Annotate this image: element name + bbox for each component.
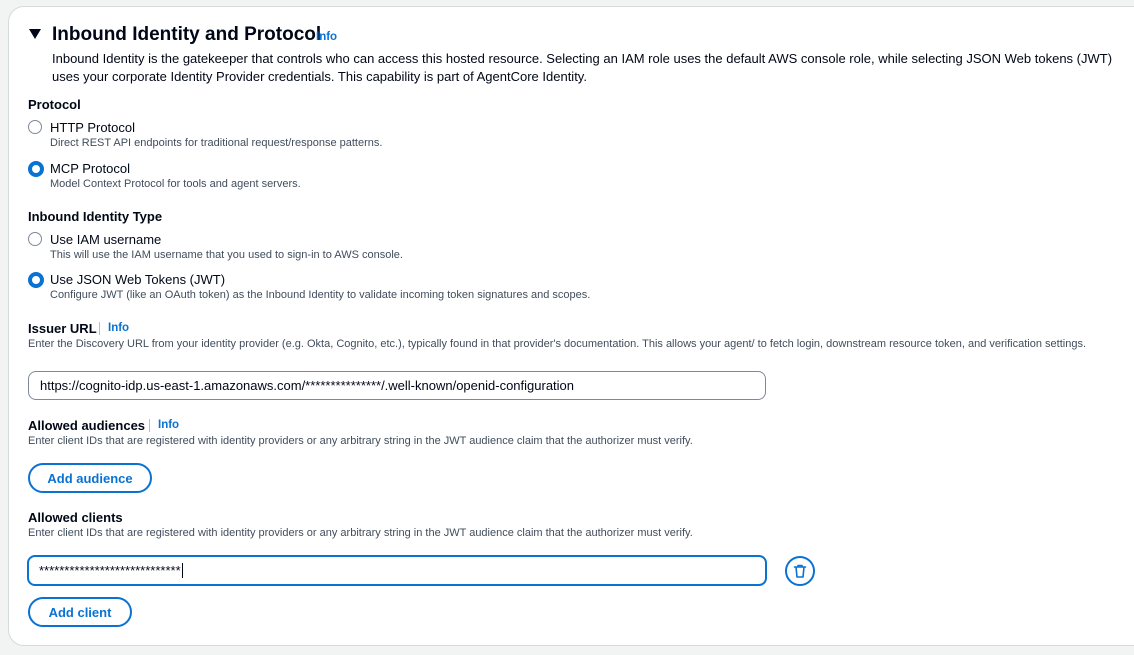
issuer-url-separator: [99, 322, 100, 335]
use-iam-username-label[interactable]: Use IAM username: [50, 232, 162, 247]
allowed-audiences-info-link[interactable]: Info: [158, 419, 180, 431]
trash-icon: [792, 563, 808, 579]
issuer-url-input[interactable]: [28, 371, 766, 400]
mcp-protocol-description: Model Context Protocol for tools and agent servers.: [50, 178, 301, 190]
caret-down-icon[interactable]: [28, 27, 42, 41]
allowed-audiences-label: Allowed audiences: [28, 418, 146, 433]
protocol-label: Protocol: [28, 97, 81, 112]
identity-type-label: Inbound Identity Type: [28, 209, 163, 224]
mcp-protocol-label[interactable]: MCP Protocol: [50, 161, 130, 176]
section-title[interactable]: Inbound Identity and Protocol: [52, 24, 322, 45]
issuer-url-info-link[interactable]: Info: [108, 322, 130, 334]
add-client-button[interactable]: Add client: [28, 597, 132, 627]
issuer-url-value: https://cognito-idp.us-east-1.amazonaws.com/***************/.well-known/openid-configuration: [40, 378, 575, 393]
add-audience-button[interactable]: Add audience: [28, 463, 152, 493]
radio-http-protocol[interactable]: [28, 120, 42, 134]
radio-use-iam-username[interactable]: [28, 232, 42, 246]
use-jwt-label[interactable]: Use JSON Web Tokens (JWT): [50, 272, 226, 287]
section-info-link[interactable]: Info: [316, 31, 338, 43]
section-description: Inbound Identity is the gatekeeper that controls who can access this hosted resource. Selecting an IAM role uses the default AWS console role, while selecting JSON Web tokens (JWT) uses your corporate Identity Provider credentials. This capability is part of AgentCore Identity.: [52, 51, 1113, 84]
issuer-url-label: Issuer URL: [28, 321, 97, 336]
radio-mcp-protocol[interactable]: [28, 161, 44, 177]
allowed-clients-hint: Enter client IDs that are registered with identity providers or any arbitrary string in the JWT audience claim that the authorizer must verify.: [28, 527, 693, 539]
radio-use-jwt[interactable]: [28, 272, 44, 288]
issuer-url-hint: Enter the Discovery URL from your identity provider (e.g. Okta, Cognito, etc.), typically found in that provider's documentation. This allows your agent/ to fetch login, downstream resource token, and verification settings.: [28, 338, 1086, 350]
use-iam-username-description: This will use the IAM username that you used to sign-in to AWS console.: [50, 249, 403, 261]
allowed-clients-label: Allowed clients: [28, 510, 123, 525]
inbound-identity-panel: [8, 6, 1134, 646]
allowed-client-value: ****************************: [39, 563, 181, 578]
use-jwt-description: Configure JWT (like an OAuth token) as the Inbound Identity to validate incoming token signatures and scopes.: [50, 289, 591, 301]
allowed-audiences-hint: Enter client IDs that are registered with identity providers or any arbitrary string in the JWT audience claim that the authorizer must verify.: [28, 435, 693, 447]
allowed-audiences-separator: [149, 419, 150, 432]
http-protocol-description: Direct REST API endpoints for traditional request/response patterns.: [50, 137, 383, 149]
remove-client-button[interactable]: [785, 556, 815, 586]
http-protocol-label[interactable]: HTTP Protocol: [50, 120, 136, 135]
text-cursor: [182, 563, 183, 578]
allowed-client-input[interactable]: [27, 555, 767, 586]
